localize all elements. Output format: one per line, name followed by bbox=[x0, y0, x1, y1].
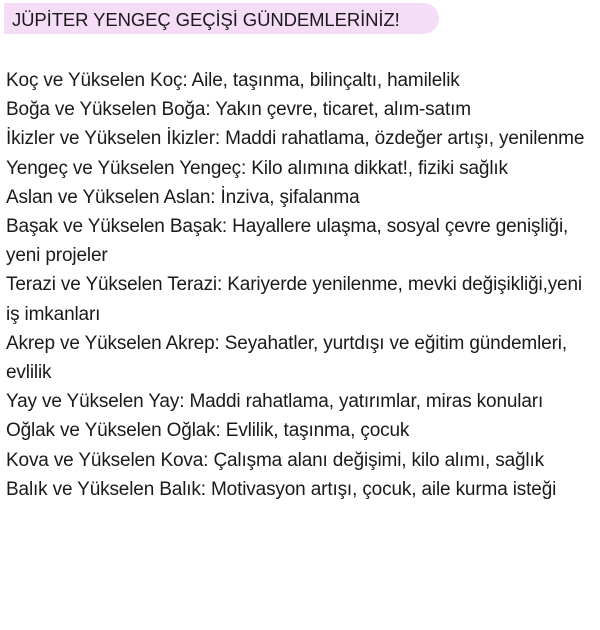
list-item-ikizler: İkizler ve Yükselen İkizler: Maddi rahatlama, özdeğer artışı, yenilenme bbox=[6, 128, 585, 150]
list-item-yay: Yay ve Yükselen Yay: Maddi rahatlama, yatırımlar, miras konuları bbox=[6, 391, 544, 413]
list-item-koc: Koç ve Yükselen Koç: Aile, taşınma, bilinçaltı, hamilelik bbox=[6, 70, 460, 91]
sign-list bbox=[6, 66, 591, 504]
list-item-oglak: Oğlak ve Yükselen Oğlak: Evlilik, taşınma, çocuk bbox=[6, 420, 410, 442]
list-item-aslan: Aslan ve Yükselen Aslan: İnziva, şifalanma bbox=[6, 186, 360, 208]
list-item-boga: Boğa ve Yükselen Boğa: Yakın çevre, ticaret, alım-satım bbox=[6, 99, 471, 121]
list-item-yengec: Yengeç ve Yükselen Yengeç: Kilo alımına dikkat!, fiziki sağlık bbox=[6, 157, 508, 179]
list-item-basak: Başak ve Yükselen Başak: Hayallere ulaşma, sosyal çevre genişliği, yeni projeler bbox=[6, 216, 569, 267]
list-item-terazi: Terazi ve Yükselen Terazi: Kariyerde yenilenme, mevki değişikliği,yeni iş imkanları bbox=[6, 274, 582, 325]
page-title: JÜPİTER YENGEÇ GEÇİŞİ GÜNDEMLERİNİZ! bbox=[12, 9, 400, 30]
title-highlight bbox=[4, 3, 439, 34]
list-item-balik: Balık ve Yükselen Balık: Motivasyon artışı, çocuk, aile kurma isteği bbox=[6, 478, 557, 500]
list-item-akrep: Akrep ve Yükselen Akrep: Seyahatler, yurtdışı ve eğitim gündemleri, evlilik bbox=[6, 332, 567, 384]
list-item-kova: Kova ve Yükselen Kova: Çalışma alanı değişimi, kilo alımı, sağlık bbox=[6, 449, 544, 471]
